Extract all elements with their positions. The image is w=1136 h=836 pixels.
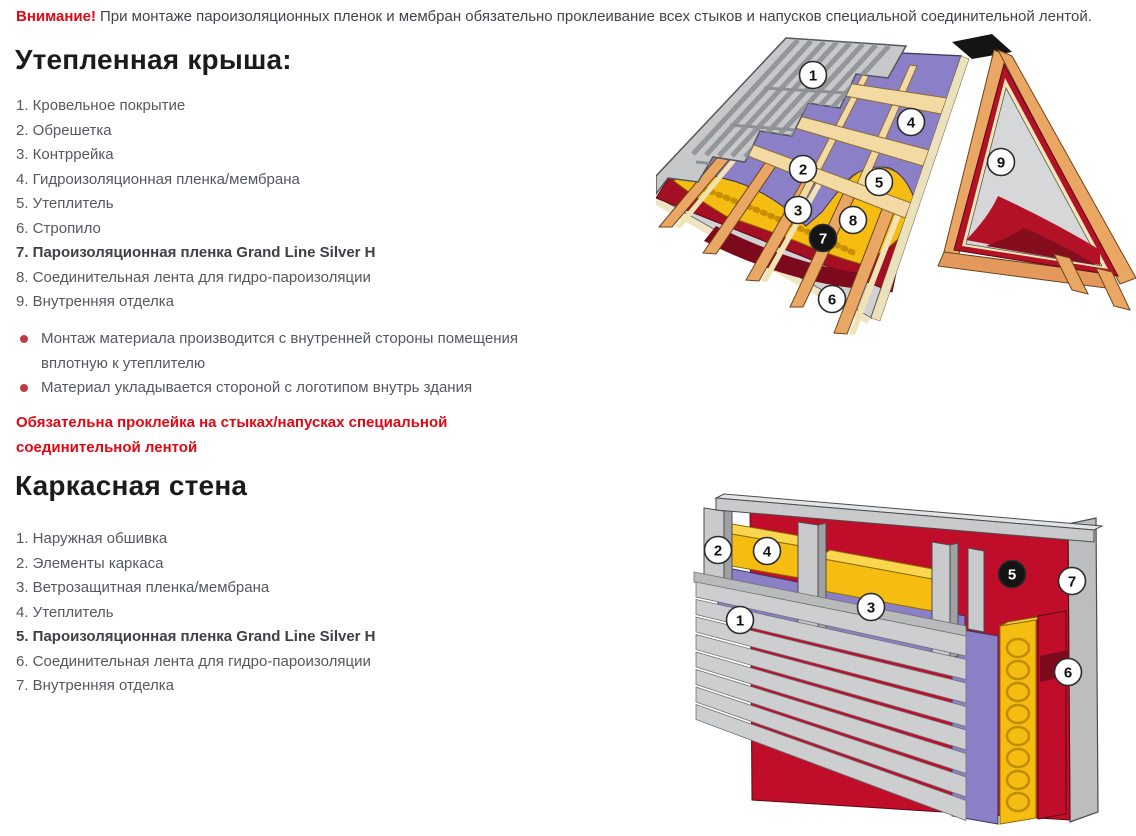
wall-layer-list	[16, 527, 376, 699]
list-item: 4. Гидроизоляционная пленка/мембрана	[16, 170, 300, 188]
svg-text:7: 7	[1067, 573, 1077, 591]
diagram-marker	[705, 537, 732, 564]
diagram-marker	[800, 62, 827, 89]
list-item: 1. Наружная обшивка	[16, 530, 168, 547]
wall-section-heading: Каркасная стена	[15, 470, 248, 501]
insulated-roof-diagram	[656, 26, 1136, 344]
diagram-marker	[988, 149, 1015, 176]
list-item: 9. Внутренняя отделка	[16, 293, 174, 310]
list-item: 7. Внутренняя отделка	[16, 677, 174, 694]
diagram-marker	[727, 607, 754, 634]
list-item: 3. Контррейка	[16, 146, 114, 163]
diagram-marker	[840, 207, 867, 234]
diagram-marker	[1055, 659, 1082, 686]
svg-text:8: 8	[848, 212, 858, 230]
note-item: Материал укладывается стороной с логотипом внутрь здания	[16, 376, 581, 401]
list-item: 7. Пароизоляционная пленка Grand Line Silver H	[16, 244, 376, 261]
list-item: 4. Утеплитель	[16, 603, 114, 621]
svg-text:3: 3	[793, 202, 803, 220]
list-item: 3. Ветрозащитная пленка/мембрана	[16, 579, 270, 596]
list-item: 6. Соединительная лента для гидро-пароизоляции	[16, 652, 371, 670]
svg-text:5: 5	[874, 174, 884, 192]
list-item: 5. Пароизоляционная пленка Grand Line Silver H	[16, 628, 376, 645]
diagram-marker	[898, 109, 925, 136]
svg-text:1: 1	[808, 67, 818, 85]
list-item: 8. Соединительная лента для гидро-пароизоляции	[16, 268, 371, 286]
frame-wall-diagram	[680, 480, 1136, 836]
roof-layer-list	[16, 94, 376, 315]
roof-gable	[938, 34, 1136, 310]
diagram-marker	[819, 286, 846, 313]
list-item: 2. Обрешетка	[16, 121, 112, 139]
installation-notes	[16, 327, 581, 401]
svg-text:1: 1	[735, 612, 745, 630]
svg-text:9: 9	[996, 154, 1006, 172]
svg-text:4: 4	[906, 114, 916, 132]
svg-text:5: 5	[1007, 566, 1017, 584]
list-item: 2. Элементы каркаса	[16, 554, 164, 572]
diagram-marker	[754, 538, 781, 565]
list-item: 1. Кровельное покрытие	[16, 97, 186, 114]
diagram-marker	[790, 156, 817, 183]
taping-warning-note: Обязательна проклейка на стыках/напусках специальной соединительной лентой	[16, 414, 448, 456]
roof-section-heading: Утепленная крыша:	[15, 44, 292, 75]
diagram-marker	[785, 197, 812, 224]
svg-text:4: 4	[762, 543, 772, 561]
diagram-marker	[858, 594, 885, 621]
warning-line	[16, 8, 1092, 25]
svg-text:2: 2	[713, 542, 723, 560]
note-item: Монтаж материала производится с внутренней стороны помещения вплотную к утеплителю	[16, 327, 581, 376]
svg-text:2: 2	[798, 161, 808, 179]
wall-cutaway-stack	[1000, 611, 1068, 824]
diagram-marker	[1059, 568, 1086, 595]
wall-vapour-film-panel	[1038, 611, 1066, 819]
svg-text:7: 7	[818, 230, 828, 248]
diagram-marker	[866, 169, 893, 196]
list-item: 6. Стропило	[16, 219, 101, 237]
diagram-marker	[810, 225, 837, 252]
list-item: 5. Утеплитель	[16, 195, 114, 212]
svg-text:6: 6	[827, 291, 837, 309]
svg-text:3: 3	[866, 599, 876, 617]
svg-text:6: 6	[1063, 664, 1073, 682]
warning-label: Внимание!	[16, 8, 96, 25]
warning-text: При монтаже пароизоляционных пленок и мембран обязательно проклеивание всех стыков и напусков специальной соединительной лентой.	[99, 8, 1092, 25]
diagram-marker	[999, 561, 1026, 588]
